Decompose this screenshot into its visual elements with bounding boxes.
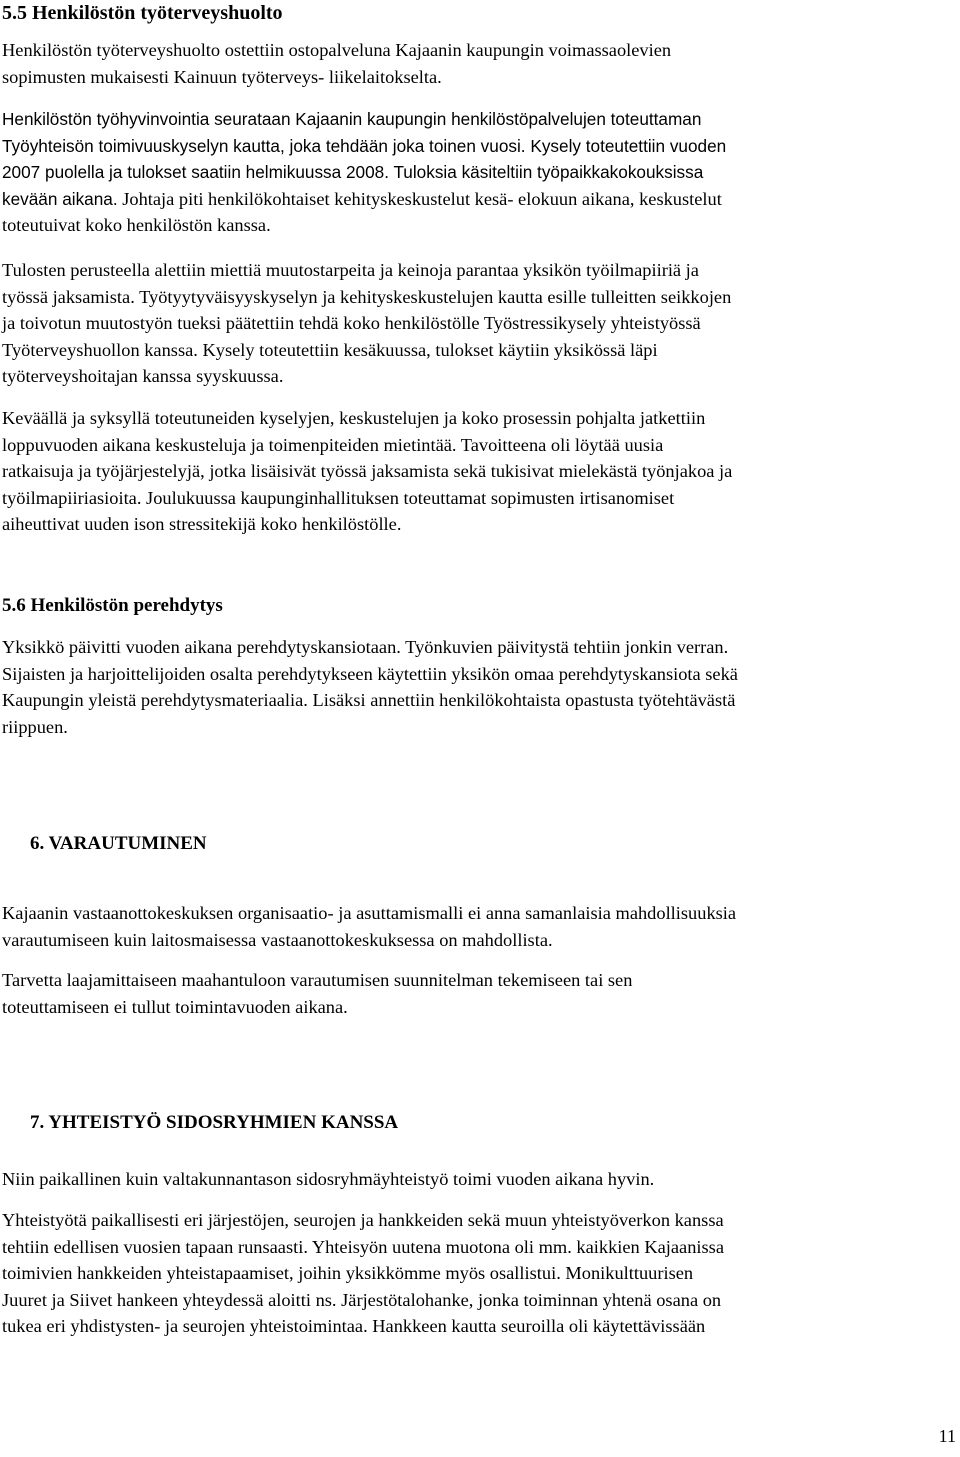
section-5-5-paragraph-4	[2, 405, 958, 538]
text-line	[2, 186, 958, 213]
text-line: Tarvetta laajamittaiseen maahantuloon varautumisen suunnitelman tekemiseen tai sen	[2, 970, 633, 990]
text-line: toteutuivat koko henkilöstön kanssa.	[2, 215, 271, 235]
text-line: toteuttamiseen ei tullut toimintavuoden aikana.	[2, 996, 348, 1017]
text-line: tehtiin edellisen vuosien tapaan runsaasti. Yhteisyön uutena muotona oli mm. kaikkien Kajaanissa	[2, 1236, 725, 1257]
text-line: työilmapiiriasioita. Joulukuussa kaupunginhallituksen toteuttamat sopimusten irtisanomiset	[2, 487, 675, 508]
section-6-paragraph-2	[2, 967, 958, 1020]
text-line: Kajaanin vastaanottokeskuksen organisaatio- ja asuttamismalli ei anna samanlaisia mahdollisuuksia	[2, 903, 737, 923]
text-line: tukea eri yhdistysten- ja seurojen yhteistoimintaa. Hankkeen kautta seuroilla oli käytettävissään	[2, 1316, 706, 1336]
section-5-6-paragraph-1	[2, 634, 958, 740]
text-line: Yksikkö päivitti vuoden aikana perehdytyskansiotaan. Työnkuvien päivitystä tehtiin jonkin verran.	[2, 637, 729, 657]
text-line: sopimusten mukaisesti Kainuun työterveys- liikelaitokselta.	[2, 66, 442, 87]
text-line: työssä jaksamista. Työtyytyväisyyskyselyn ja kehityskeskustelujen kautta esille tulleitten seikkojen	[2, 286, 732, 307]
section-5-5-heading: 5.5 Henkilöstön työterveyshuolto	[2, 2, 283, 24]
text-line: varautumiseen kuin laitosmaisessa vastaanottokeskuksessa on mahdollista.	[2, 929, 553, 950]
section-6-paragraph-1	[2, 900, 958, 953]
text-line: riippuen.	[2, 716, 68, 737]
section-7-paragraph-1	[2, 1166, 958, 1193]
page-number: 11	[938, 1426, 956, 1446]
text-line: Työterveyshuollon kanssa. Kysely toteutettiin kesäkuussa, tulokset käytiin yksikössä läpi	[2, 339, 658, 360]
text-line	[2, 133, 958, 160]
section-5-5-paragraph-2	[2, 106, 958, 239]
text-line: Henkilöstön työterveyshuolto ostettiin ostopalveluna Kajaanin kaupungin voimassaolevien	[2, 40, 672, 60]
text-run: Työyhteisön toimivuuskyselyn kautta, joka tehdään joka toinen vuosi.	[2, 135, 526, 156]
text-line	[2, 159, 958, 186]
text-line: loppuvuoden aikana keskusteluja ja toimenpiteiden mietintää. Tavoitteena oli löytää uusia	[2, 434, 664, 455]
section-5-6-heading: 5.6 Henkilöstön perehdytys	[2, 595, 223, 616]
text-run: Johtaja piti henkilökohtaiset kehityskeskustelut kesä- elokuun aikana, keskustelut	[117, 188, 722, 209]
section-5-5-paragraph-3	[2, 257, 958, 390]
text-run: Henkilöstön työhyvinvointia seurataan Kajaanin kaupungin henkilöstöpalvelujen toteuttaman	[2, 109, 702, 129]
text-run: Tuloksia käsiteltiin työpaikkakokouksissa	[388, 162, 704, 182]
text-line	[2, 106, 958, 133]
text-line: aiheuttivat uuden ison stressitekijä koko henkilöstölle.	[2, 514, 402, 534]
text-line: Tulosten perusteella alettiin miettiä muutostarpeita ja keinoja parantaa yksikön työilmapiiriä ja	[2, 260, 699, 280]
text-run: 2007 puolella ja tulokset saatiin helmikuussa 2008.	[2, 162, 389, 182]
text-line: Kaupungin yleistä perehdytysmateriaalia. Lisäksi annettiin henkilökohtaista opastusta työtehtävästä	[2, 690, 736, 710]
text-run: kevään aikana.	[2, 188, 118, 209]
section-7-heading: 7. YHTEISTYÖ SIDOSRYHMIEN KANSSA	[30, 1112, 399, 1133]
text-line: ratkaisuja ja työjärjestelyjä, jotka lisäisivät työssä jaksamista sekä tukisivat mielekästä työnjakoa ja	[2, 461, 733, 481]
text-line: Keväällä ja syksyllä toteutuneiden kyselyjen, keskustelujen ja koko prosessin pohjalta jatkettiin	[2, 408, 706, 428]
text-line: Juuret ja Siivet hankeen yhteydessä aloitti ns. Järjestötalohanke, jonka toiminnan yhtenä osana on	[2, 1289, 722, 1310]
text-line: Yhteistyötä paikallisesti eri järjestöjen, seurojen ja hankkeiden sekä muun yhteistyöverkon kanssa	[2, 1210, 724, 1230]
text-line: Sijaisten ja harjoittelijoiden osalta perehdytykseen käytettiin yksikön omaa perehdytyskansiota sekä	[2, 663, 738, 684]
text-line: ja toivotun muutostyön tueksi päätettiin tehdä koko henkilöstölle Työstressikysely yhteistyössä	[2, 313, 701, 333]
text-line: Niin paikallinen kuin valtakunnantason sidosryhmäyhteistyö toimi vuoden aikana hyvin.	[2, 1169, 655, 1189]
section-6-heading: 6. VARAUTUMINEN	[30, 833, 207, 854]
section-5-5-paragraph-1	[2, 37, 958, 90]
section-7-paragraph-2	[2, 1207, 958, 1340]
text-line: toimivien hankkeiden yhteistapaamiset, joihin yksikkömme myös osallistui. Monikulttuurisen	[2, 1263, 694, 1283]
text-run: Kysely toteutettiin vuoden	[525, 135, 727, 156]
text-line: työterveyshoitajan kanssa syyskuussa.	[2, 366, 284, 386]
